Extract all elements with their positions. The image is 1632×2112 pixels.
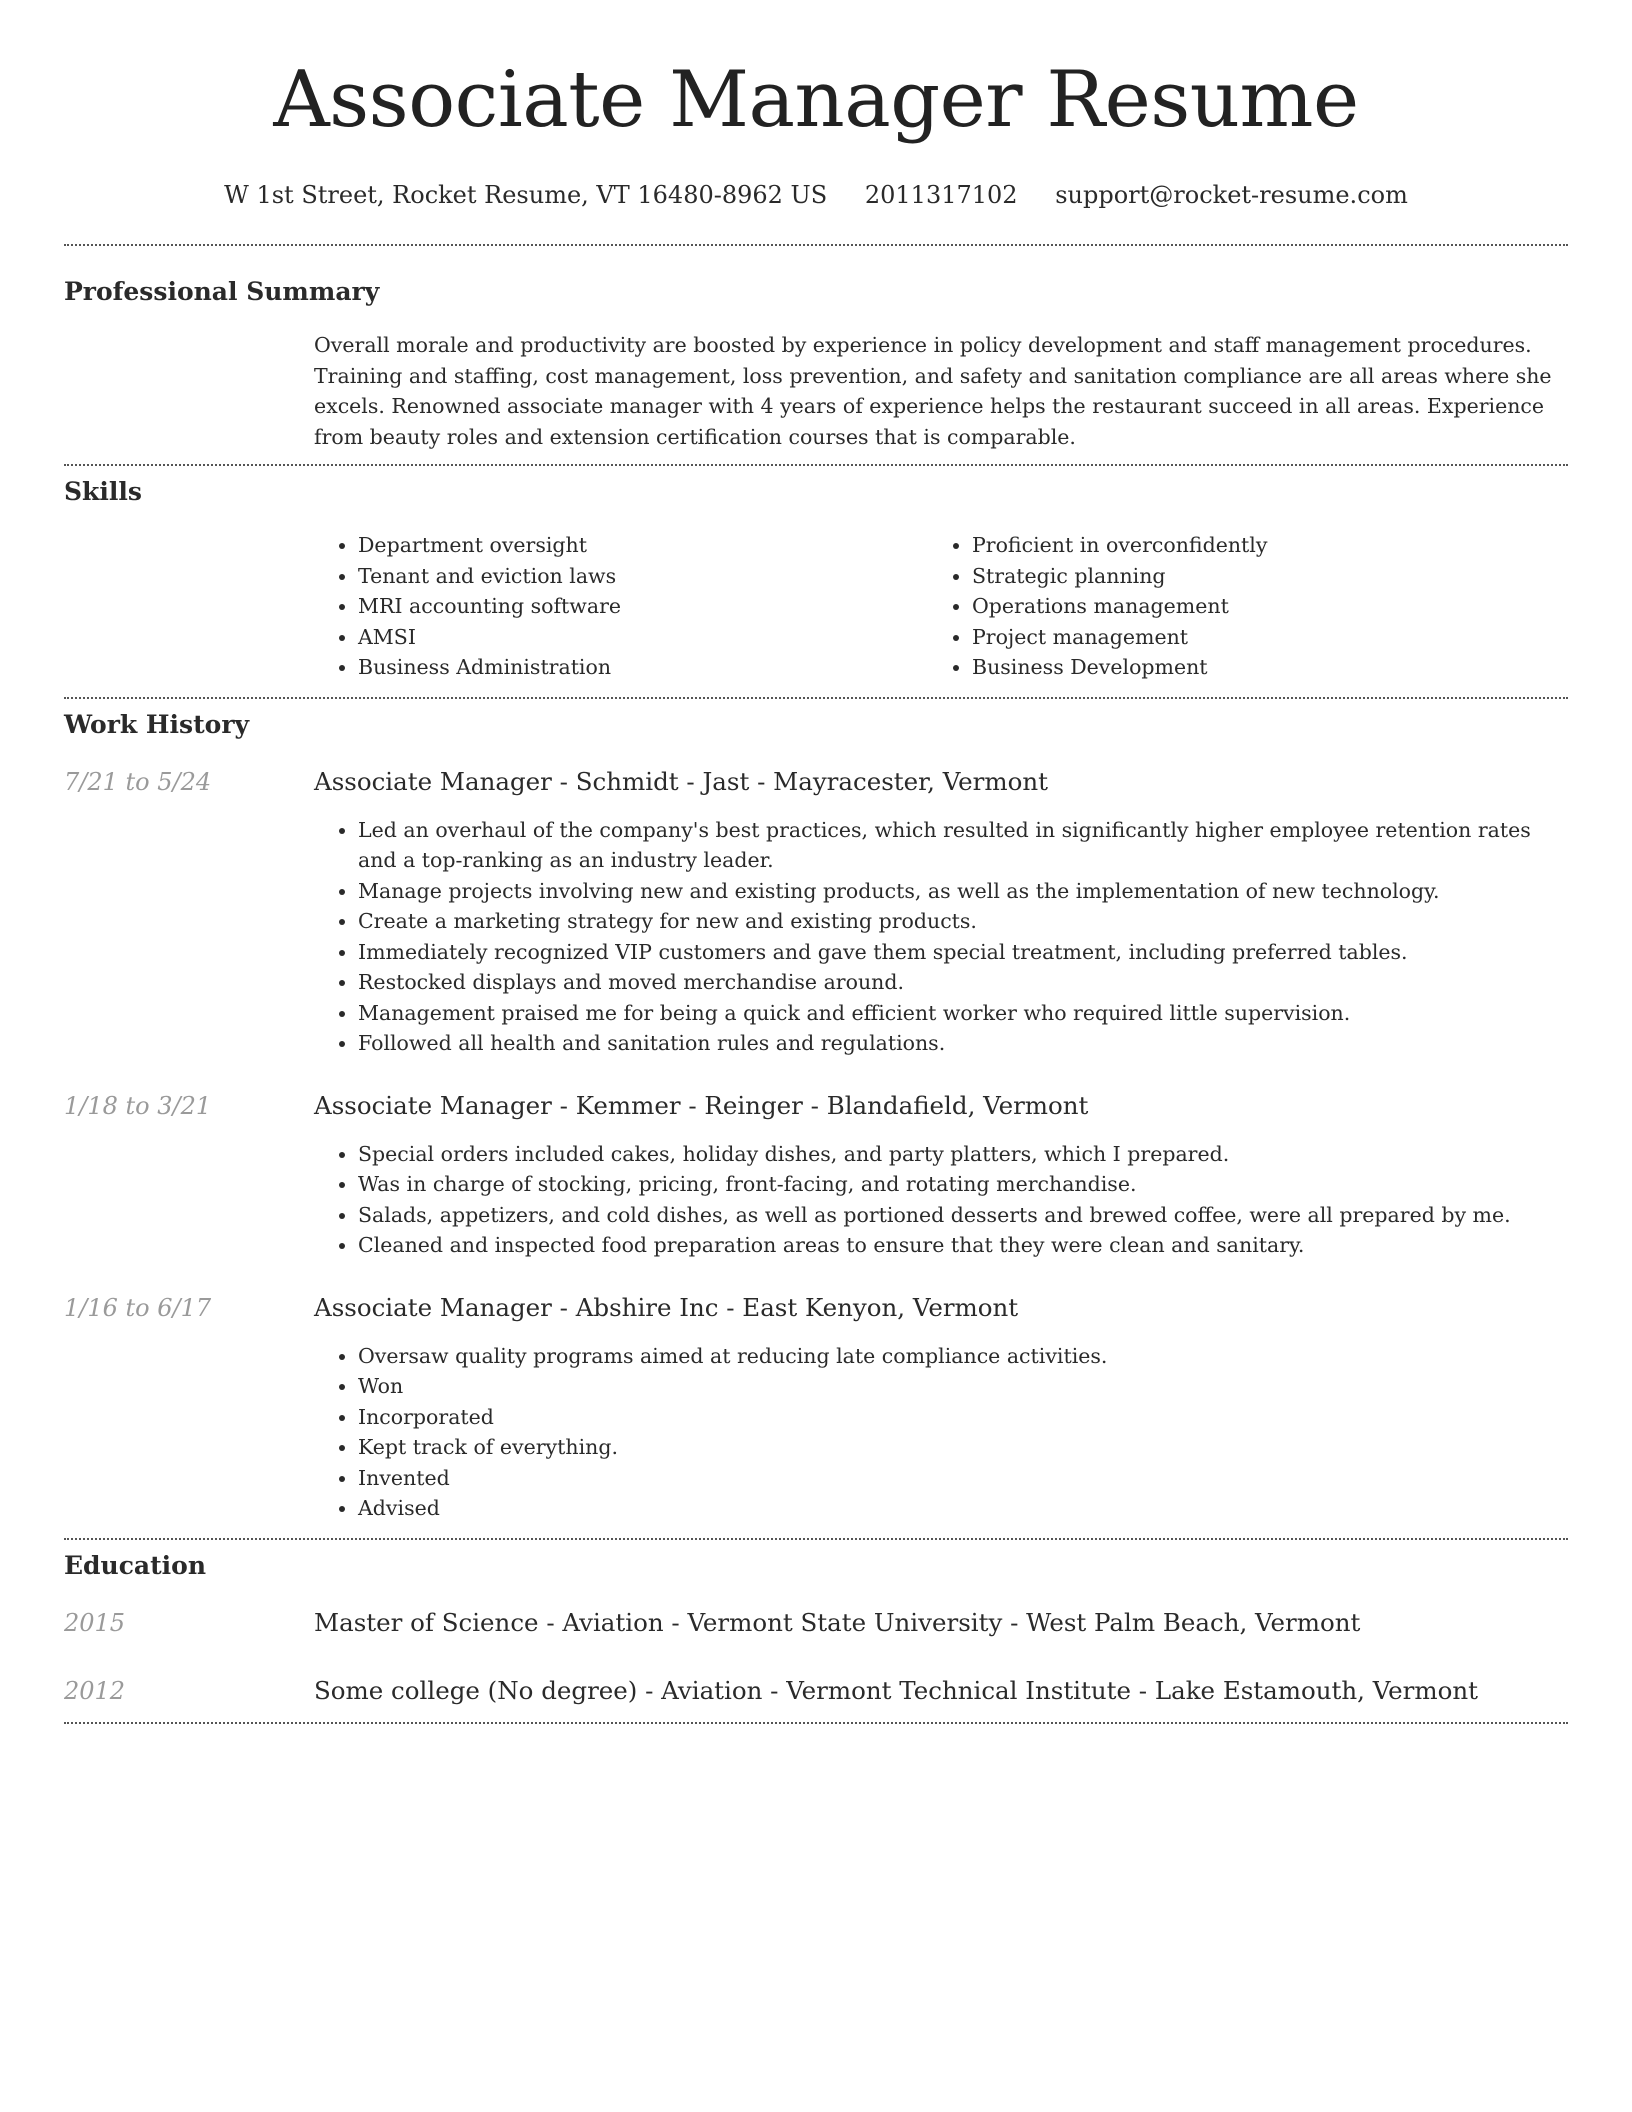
skill-item: • Strategic planning	[972, 561, 1542, 592]
section-heading-work-history: Work History	[64, 709, 250, 739]
work-history-section	[64, 699, 1568, 1538]
job-bullet: • Won	[358, 1371, 1568, 1402]
job-bullet: • Cleaned and inspected food preparation areas to ensure that they were clean and sanitary.	[358, 1230, 1568, 1261]
job-bullet: • Management praised me for being a quick and efficient worker who required little supervision.	[358, 998, 1568, 1029]
contact-email: support@rocket-resume.com	[1055, 181, 1408, 209]
job-bullet: • Salads, appetizers, and cold dishes, as well as portioned desserts and brewed coffee, were all prepared by me.	[358, 1200, 1568, 1231]
job-header	[64, 1293, 1568, 1323]
job-entry	[64, 1293, 1568, 1524]
education-details: Some college (No degree) - Aviation - Vermont Technical Institute - Lake Estamouth, Vermont	[314, 1675, 1478, 1705]
contact-phone: 2011317102	[864, 181, 1018, 209]
job-details	[314, 1341, 1568, 1524]
education-entry	[64, 1608, 1568, 1638]
education-entry	[64, 1676, 1568, 1706]
job-bullet: • Restocked displays and moved merchandise around.	[358, 967, 1568, 998]
job-header	[64, 767, 1568, 797]
education-year: 2015	[64, 1608, 126, 1637]
resume-header	[64, 0, 1568, 210]
section-heading-skills: Skills	[64, 477, 142, 506]
skill-item: • Business Administration	[358, 652, 928, 683]
job-bullet: • Kept track of everything.	[358, 1432, 1568, 1463]
job-bullet: • Create a marketing strategy for new and existing products.	[358, 906, 1568, 937]
skill-item: • Business Development	[972, 652, 1542, 683]
job-dates: 7/21 to 5/24	[64, 767, 212, 796]
job-bullet: • Immediately recognized VIP customers and gave them special treatment, including preferred tables.	[358, 937, 1568, 968]
job-title: Associate Manager - Kemmer - Reinger - Blandafield, Vermont	[314, 1090, 1089, 1120]
skill-item: • Tenant and eviction laws	[358, 561, 928, 592]
job-title: Associate Manager - Abshire Inc - East Kenyon, Vermont	[314, 1292, 1019, 1322]
section-heading-education: Education	[64, 1550, 207, 1580]
contact-line	[64, 180, 1568, 210]
job-dates: 1/16 to 6/17	[64, 1293, 212, 1322]
job-dates: 1/18 to 3/21	[64, 1091, 212, 1120]
education-section	[64, 1540, 1568, 1722]
skill-item: • AMSI	[358, 622, 928, 653]
job-bullets	[314, 815, 1568, 1059]
job-bullets	[314, 1341, 1568, 1524]
job-bullet: • Advised	[358, 1493, 1568, 1524]
job-entry	[64, 1091, 1568, 1261]
summary-section	[64, 246, 1568, 464]
job-bullet: • Followed all health and sanitation rules and regulations.	[358, 1028, 1568, 1059]
skills-list	[314, 530, 1568, 683]
education-year: 2012	[64, 1676, 126, 1705]
summary-text: Overall morale and productivity are boosted by experience in policy development and staff management procedures. Training and staffing, cost management, loss prevention, and safety and sanitation compliance are all areas where she excels. Renowned associate manager with 4 years of experience helps the restaurant succeed in all areas. Experience from beauty roles and extension certification courses that is comparable.	[314, 333, 1552, 449]
job-entry	[64, 767, 1568, 1059]
skill-item: • MRI accounting software	[358, 591, 928, 622]
job-bullet: • Led an overhaul of the company's best practices, which resulted in significantly higher employee retention rates and a top-ranking as an industry leader.	[358, 815, 1568, 876]
job-bullet: • Manage projects involving new and existing products, as well as the implementation of new technology.	[358, 876, 1568, 907]
job-bullet: • Was in charge of stocking, pricing, front-facing, and rotating merchandise.	[358, 1169, 1568, 1200]
job-bullets	[314, 1139, 1568, 1261]
job-header	[64, 1091, 1568, 1121]
job-details	[314, 815, 1568, 1059]
skill-item: • Department oversight	[358, 530, 928, 561]
summary-content	[314, 330, 1568, 452]
job-bullet: • Oversaw quality programs aimed at reducing late compliance activities.	[358, 1341, 1568, 1372]
section-divider	[64, 1722, 1568, 1724]
contact-address: W 1st Street, Rocket Resume, VT 16480-8962 US	[224, 181, 828, 209]
section-heading-summary: Professional Summary	[64, 277, 380, 306]
skill-item: • Proficient in overconfidently	[972, 530, 1542, 561]
job-title: Associate Manager - Schmidt - Jast - Mayracester, Vermont	[314, 766, 1048, 796]
skills-column-right	[928, 530, 1542, 683]
skill-item: • Project management	[972, 622, 1542, 653]
skills-section	[64, 466, 1568, 697]
job-bullet: • Invented	[358, 1463, 1568, 1494]
job-bullet: • Special orders included cakes, holiday dishes, and party platters, which I prepared.	[358, 1139, 1568, 1170]
skills-column-left	[314, 530, 928, 683]
job-details	[314, 1139, 1568, 1261]
job-bullet: • Incorporated	[358, 1402, 1568, 1433]
page-title: Associate Manager Resume	[273, 55, 1359, 145]
skill-item: • Operations management	[972, 591, 1542, 622]
education-details: Master of Science - Aviation - Vermont State University - West Palm Beach, Vermont	[314, 1607, 1361, 1637]
